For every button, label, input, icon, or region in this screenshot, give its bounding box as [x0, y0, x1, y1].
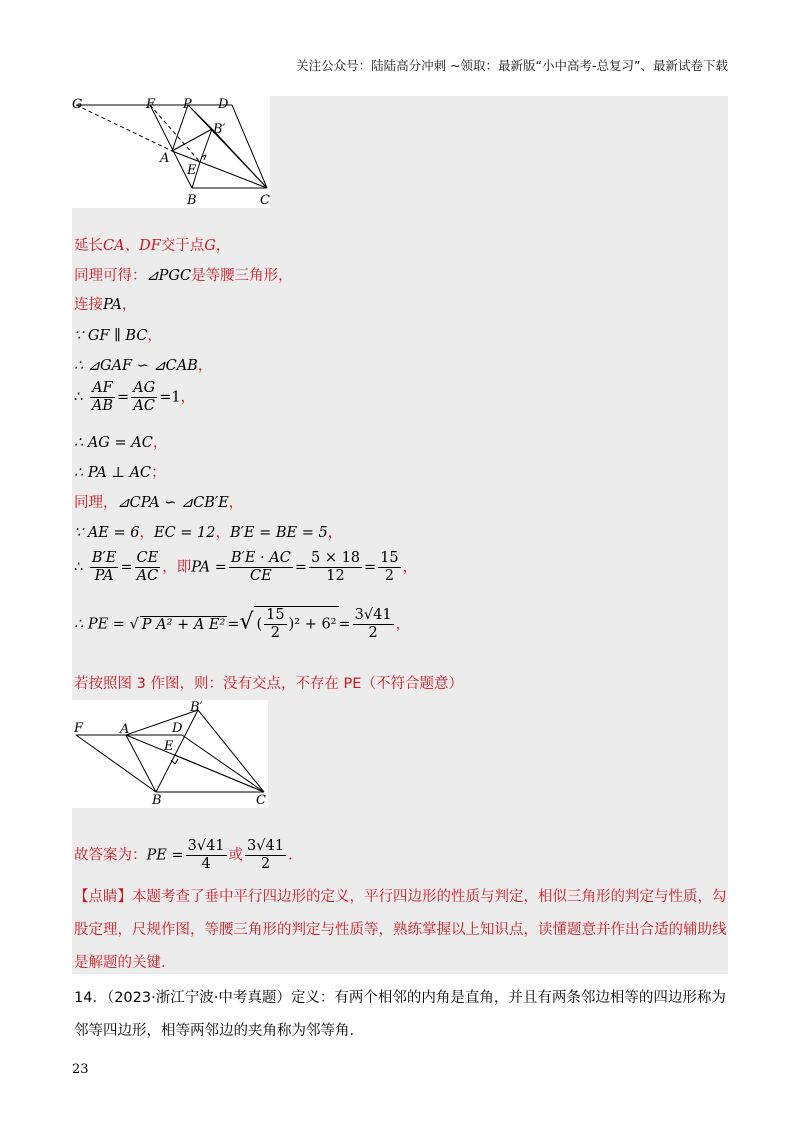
line-b2c — [212, 129, 267, 188]
question-14: 14．（2023·浙江宁波·中考真题）定义：有两个相邻的内角是直角，并且有两条邻边相等的四边形称为邻等四边形，相等两邻边的夹角称为邻等角． — [74, 990, 726, 1039]
label-d: D — [218, 97, 229, 112]
label-b-prime: B′ — [190, 700, 203, 715]
line-b2c — [198, 710, 264, 792]
line-extend: 延长CA、DF交于点G， — [74, 238, 231, 254]
label-p: P — [183, 97, 192, 112]
line-dc — [232, 105, 267, 188]
label-b: B — [152, 793, 162, 808]
label-g: G — [72, 97, 83, 112]
line-answer: 故答案为：PE = $\frac{3√41}{4}$ 或 $\frac{3√41}{2}$ . — [74, 838, 293, 872]
page-header: 关注公众号：陆陆高分冲刺 ~领取：最新版“小中高考-总复习”、最新试卷下载 — [296, 58, 728, 73]
line-ag-ac: ∴ AG = AC， — [74, 435, 168, 451]
label-a: A — [160, 151, 170, 166]
figure-2 — [72, 700, 268, 808]
label-e: E — [187, 163, 197, 178]
key-point-note: 【点睛】本题考查了垂中平行四边形的定义，平行四边形的性质与判定，相似三角形的判定与性质，勾股定理，尺规作图，等腰三角形的判定与性质等，熟练掌握以上知识点，读懂题意并作出合适的辅助线是解题的关键． — [74, 889, 727, 971]
line-lengths: ∵ AE = 6，EC = 12，B′E = BE = 5， — [74, 525, 343, 541]
right-angle-2 — [175, 759, 178, 764]
line-isosceles: 同理可得：⊿PGC是等腰三角形， — [74, 268, 293, 284]
label-c: C — [260, 193, 270, 208]
label-c: C — [256, 793, 266, 808]
line-figure3-note: 若按照图 3 作图，则：没有交点，不存在 PE（不符合题意） — [74, 676, 463, 692]
line-ab — [126, 735, 156, 792]
label-a: A — [120, 722, 130, 737]
line-parallel: ∵ GF ∥ BC， — [74, 328, 162, 344]
dashed-ga — [76, 105, 172, 151]
label-b: B — [187, 193, 197, 208]
label-f: F — [74, 721, 84, 736]
line-fb — [150, 105, 192, 188]
line-similar-2: 同理，⊿CPA ∽ ⊿CB′E， — [74, 495, 244, 511]
line-connect: 连接PA， — [74, 297, 137, 313]
label-b-prime: B′ — [213, 122, 226, 137]
line-pa-calc: ∴ $\frac{B'E}{PA}$ = $\frac{CE}{AC}$ ，即PA = $\frac{B'E \cdot AC}{CE}$ = $\frac{5 \times 18}{12}$ = $\frac{15}{2}$ ， — [74, 550, 418, 584]
line-similar-1: ∴ ⊿GAF ∽ ⊿CAB， — [74, 358, 213, 374]
label-d: D — [172, 721, 183, 736]
page-number: 23 — [72, 1062, 89, 1077]
line-perpendicular: ∴ PA ⊥ AC； — [74, 465, 166, 481]
line-ratio: ∴ $\frac{AF}{AB}$ = $\frac{AG}{AC}$ =1， — [74, 380, 196, 414]
label-e: E — [164, 739, 174, 754]
figure-1 — [72, 96, 270, 208]
label-f: F — [146, 97, 156, 112]
line-fb — [76, 735, 156, 792]
line-pe-calc: ∴ PE = √ P A² + A E² =√ ( $\frac{15}{2}$ )² + 6² = $\frac{3√41}{2}$ ， — [74, 607, 411, 641]
